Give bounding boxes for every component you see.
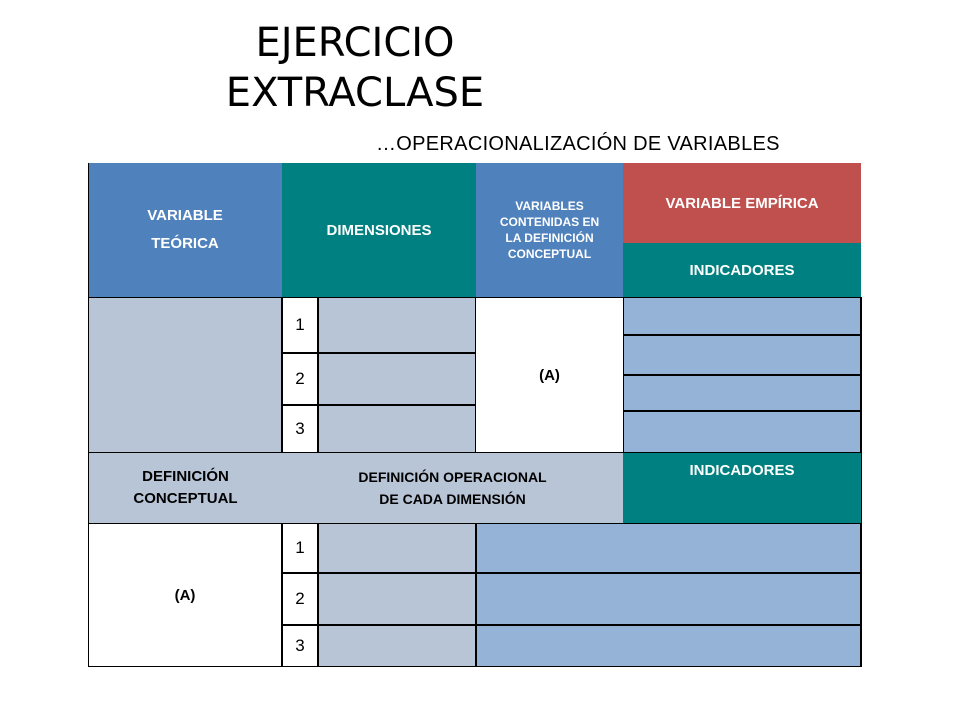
dimension-number-1: 1 — [282, 297, 318, 353]
header-variable-teorica — [88, 163, 282, 297]
page-title — [200, 18, 510, 118]
indicador-definicion-cell-1 — [476, 523, 861, 573]
header-indicadores-2: INDICADORES — [623, 453, 861, 523]
operacional-number-2: 2 — [282, 573, 318, 625]
dimension-cell-3 — [318, 405, 476, 453]
operacional-cell-3 — [318, 625, 476, 667]
title-line-1: EJERCICIO — [255, 20, 455, 66]
variables-contenidas-cell: (A) — [476, 297, 623, 453]
table-left-border — [88, 163, 89, 667]
header-variable-teorica-line2: TEÓRICA — [151, 235, 219, 252]
definicion-conceptual-cell: (A) — [88, 523, 282, 667]
title-line-2: EXTRACLASE — [225, 70, 485, 116]
header-definicion-operacional: DEFINICIÓN OPERACIONAL DE CADA DIMENSIÓN — [282, 453, 623, 523]
header-definicion-conceptual: DEFINICIÓN CONCEPTUAL — [88, 453, 282, 523]
variable-teorica-cell — [88, 297, 282, 453]
indicador-cell-2 — [623, 335, 861, 375]
operacional-cell-1 — [318, 523, 476, 573]
operacional-number-1: 1 — [282, 523, 318, 573]
indicador-cell-3 — [623, 375, 861, 411]
header-variables-contenidas: VARIABLES CONTENIDAS EN LA DEFINICIÓN CONCEPTUAL — [476, 163, 623, 297]
indicador-cell-1 — [623, 297, 861, 335]
dimension-number-2: 2 — [282, 353, 318, 405]
indicador-definicion-cell-2 — [476, 573, 861, 625]
dimension-number-3: 3 — [282, 405, 318, 453]
header-variable-empirica: VARIABLE EMPÍRICA — [623, 163, 861, 243]
operacional-number-3: 3 — [282, 625, 318, 667]
indicador-cell-4 — [623, 411, 861, 453]
header-indicadores: INDICADORES — [623, 243, 861, 297]
indicador-definicion-cell-3 — [476, 625, 861, 667]
dimension-cell-1 — [318, 297, 476, 353]
page-subtitle: …OPERACIONALIZACIÓN DE VARIABLES — [376, 133, 780, 155]
header-variable-teorica-line1: VARIABLE — [147, 207, 223, 224]
table-right-border — [861, 297, 862, 667]
dimension-cell-2 — [318, 353, 476, 405]
operacional-cell-2 — [318, 573, 476, 625]
header-dimensiones: DIMENSIONES — [282, 163, 476, 297]
